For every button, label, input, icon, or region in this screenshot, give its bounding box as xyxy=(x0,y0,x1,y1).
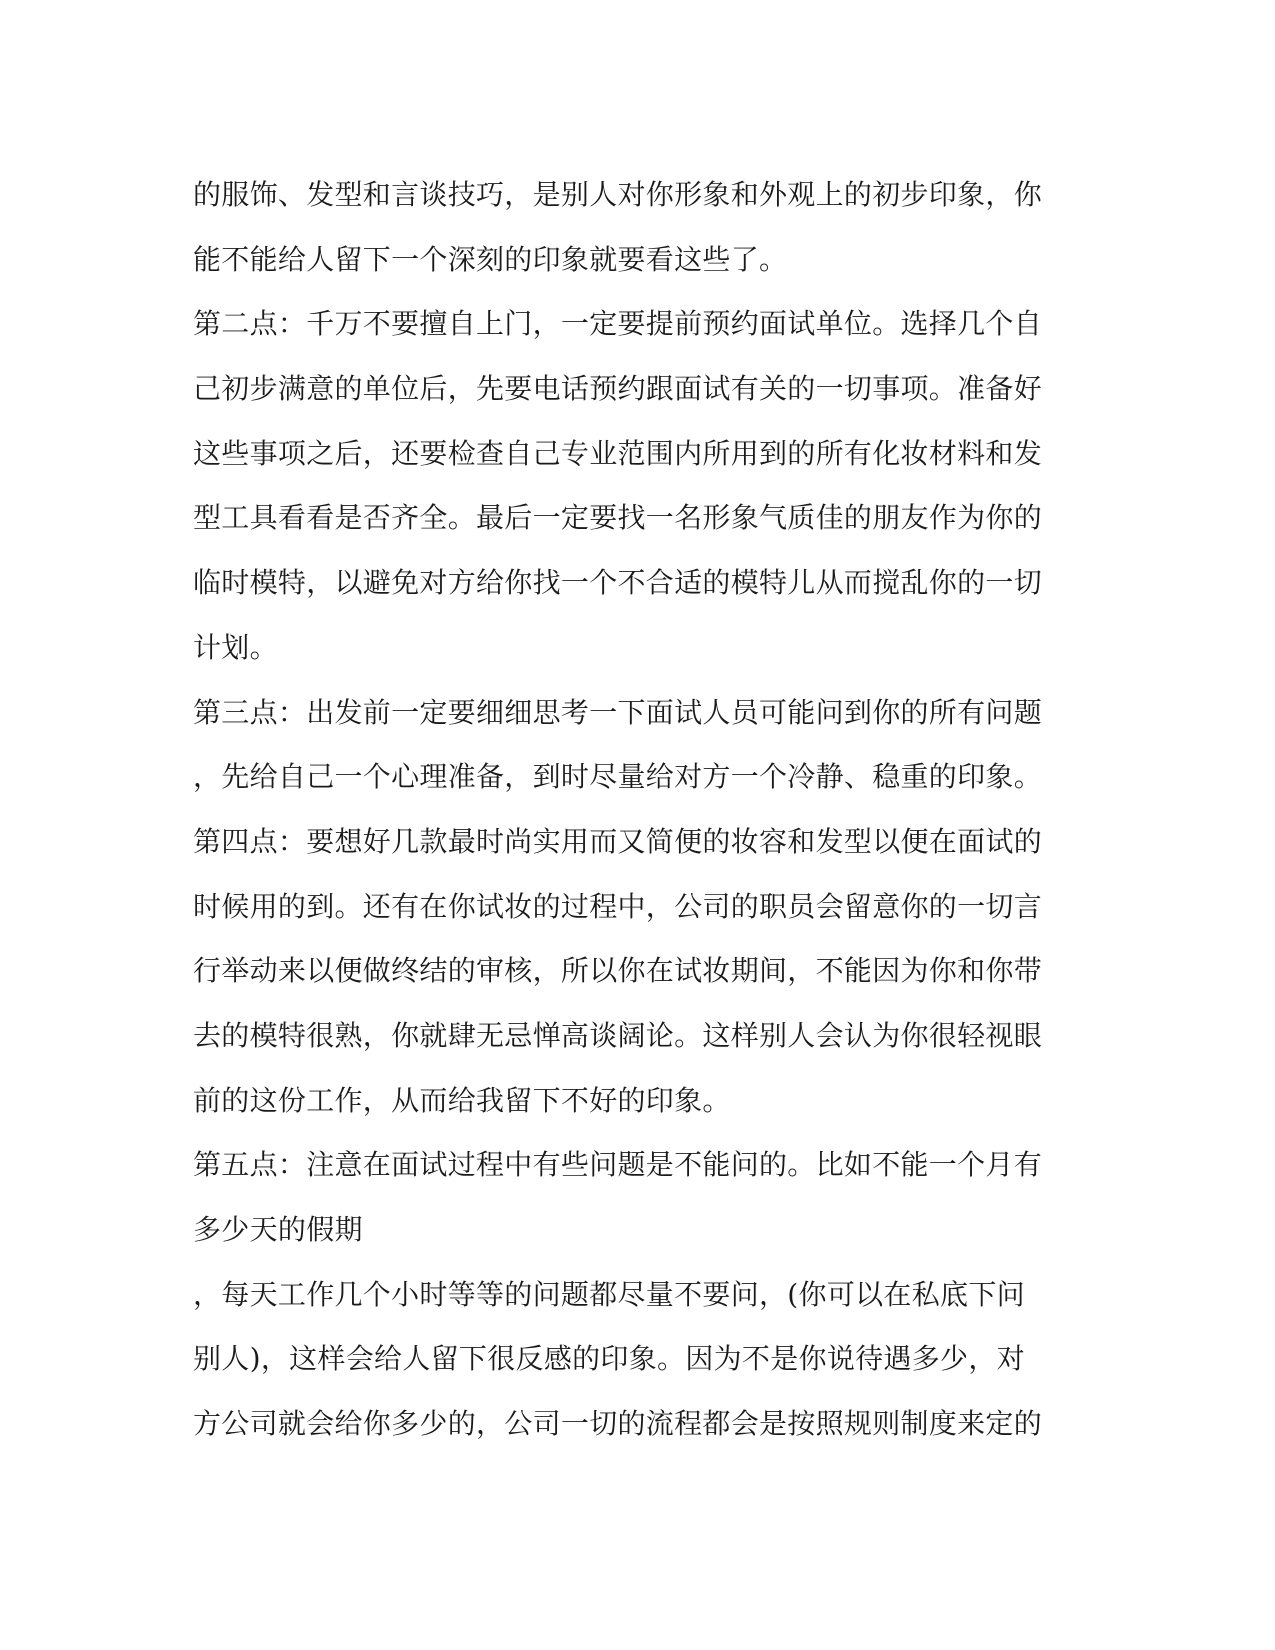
text-line: 别人)，这样会给人留下很反感的印象。因为不是你说待遇多少，对 xyxy=(193,1342,1025,1376)
text-line: 临时模特，以避免对方给你找一个不合适的模特儿从而搅乱你的一切 xyxy=(193,566,1043,600)
text-line: 去的模特很熟，你就肆无忌惮高谈阔论。这样别人会认为你很轻视眼 xyxy=(193,1018,1043,1052)
text-line: 行举动来以便做终结的审核，所以你在试妆期间，不能因为你和你带 xyxy=(193,954,1043,988)
text-line: 型工具看看是否齐全。最后一定要找一名形象气质佳的朋友作为你的 xyxy=(193,501,1043,535)
text-line: ，每天工作几个小时等等的问题都尽量不要问，(你可以在私底下问 xyxy=(193,1277,1025,1311)
text-line: 多少天的假期 xyxy=(193,1213,363,1246)
text-line: 计划。 xyxy=(193,630,278,664)
text-line: 第三点：出发前一定要细细思考一下面试人员可能问到你的所有问题 xyxy=(193,695,1043,729)
text-line: 能不能给人留下一个深刻的印象就要看这些了。 xyxy=(193,242,788,276)
text-line: 第二点：千万不要擅自上门，一定要提前预约面试单位。选择几个自 xyxy=(193,307,1043,341)
text-line: 这些事项之后，还要检查自己专业范围内所用到的所有化妆材料和发 xyxy=(193,436,1043,470)
text-line: 时候用的到。还有在你试妆的过程中，公司的职员会留意你的一切言 xyxy=(193,889,1043,923)
text-line: 第五点：注意在面试过程中有些问题是不能问的。比如不能一个月有 xyxy=(193,1148,1043,1182)
text-line: 的服饰、发型和言谈技巧，是别人对你形象和外观上的初步印象，你 xyxy=(193,178,1043,211)
text-line: 己初步满意的单位后，先要电话预约跟面试有关的一切事项。准备好 xyxy=(193,372,1043,406)
text-line: 方公司就会给你多少的，公司一切的流程都会是按照规则制度来定的 xyxy=(193,1407,1043,1441)
text-line: 前的这份工作，从而给我留下不好的印象。 xyxy=(193,1083,731,1117)
body-text xyxy=(193,163,1083,1457)
text-line: 第四点：要想好几款最时尚实用而又简便的妆容和发型以便在面试的 xyxy=(193,824,1043,858)
text-line: ，先给自己一个心理准备，到时尽量给对方一个冷静、稳重的印象。 xyxy=(193,760,1043,794)
